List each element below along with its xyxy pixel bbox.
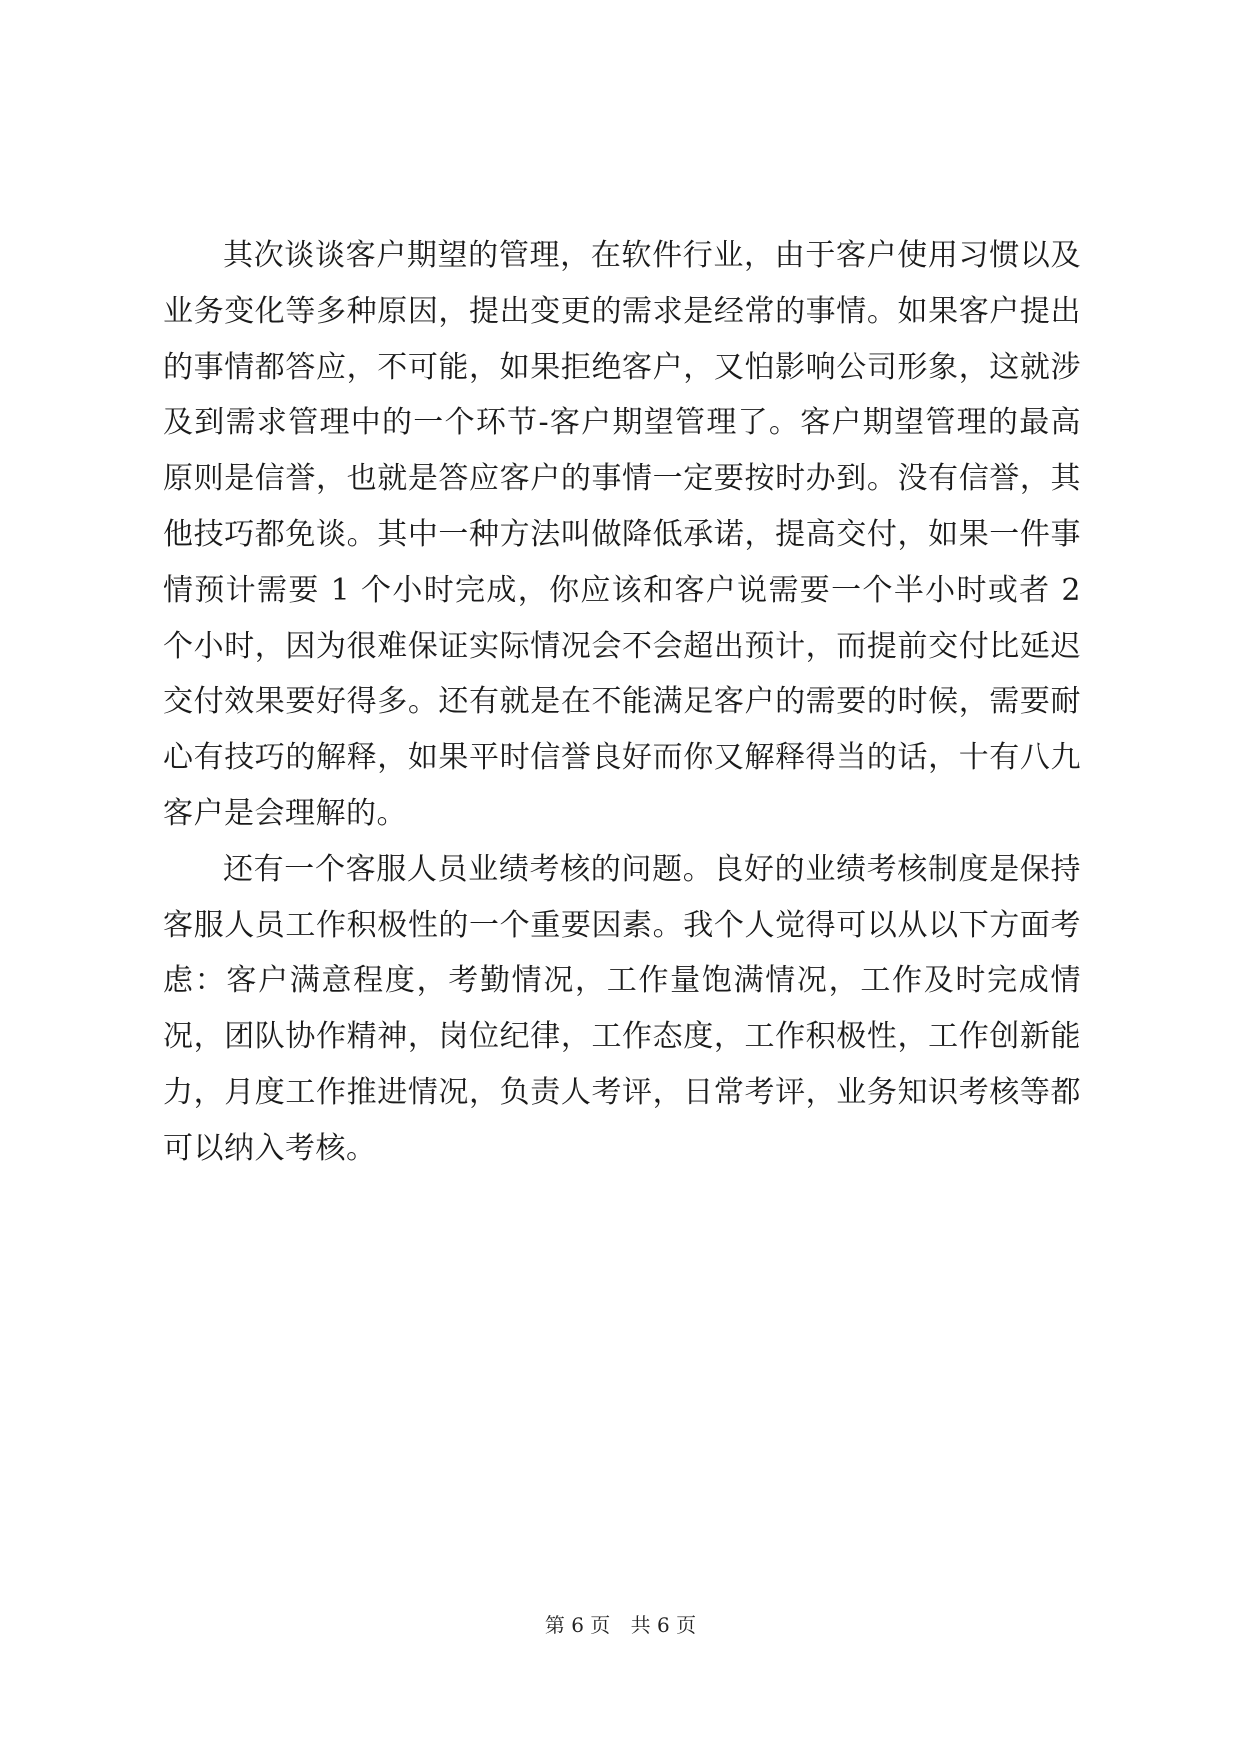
paragraph-performance-review: 还有一个客服人员业绩考核的问题。良好的业绩考核制度是保持客服人员工作积极性的一个重要因素。我个人觉得可以从以下方面考虑：客户满意程度，考勤情况，工作量饱满情况，工作及时完成情况，团队协作精神，岗位纪律，工作态度，工作积极性，工作创新能力，月度工作推进情况，负责人考评，日常考评，业务知识考核等都可以纳入考核。: [163, 851, 1081, 1166]
page-footer: [0, 1609, 1241, 1638]
page-number: 第 6 页: [544, 1613, 611, 1637]
document-body: [163, 228, 1081, 1177]
page-total: 共 6 页: [630, 1613, 697, 1637]
paragraph-customer-expectation: 其次谈谈客户期望的管理，在软件行业，由于客户使用习惯以及业务变化等多种原因，提出变更的需求是经常的事情。如果客户提出的事情都答应，不可能，如果拒绝客户，又怕影响公司形象，这就涉及到需求管理中的一个环节-客户期望管理了。客户期望管理的最高原则是信誉，也就是答应客户的事情一定要按时办到。没有信誉，其他技巧都免谈。其中一种方法叫做降低承诺，提高交付，如果一件事情预计需要 1 个小时完成，你应该和客户说需要一个半小时或者 2 个小时，因为很难保证实际情况会不会超出预计，而提前交付比延迟交付效果要好得多。还有就是在不能满足客户的需要的时候，需要耐心有技巧的解释，如果平时信誉良好而你又解释得当的话，十有八九客户是会理解的。: [163, 238, 1081, 831]
